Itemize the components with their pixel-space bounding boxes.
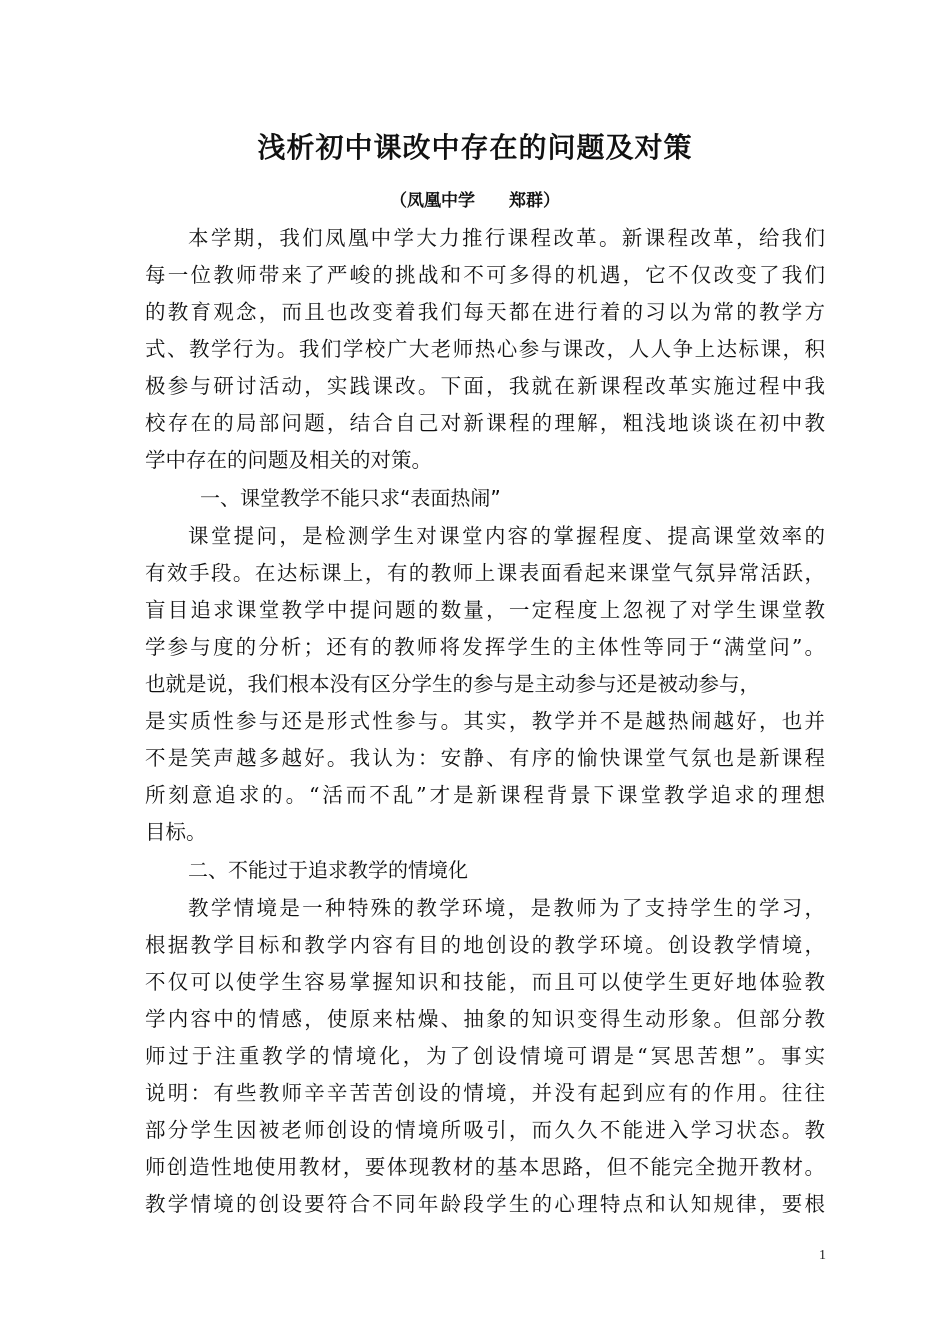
paragraph-line: 学内容中的情感，使原来枯燥、抽象的知识变得生动形象。但部分教 xyxy=(145,1007,825,1031)
paragraph-line: 本学期，我们凤凰中学大力推行课程改革。新课程改革，给我们 xyxy=(188,226,825,250)
paragraph-line: 根据教学目标和教学内容有目的地创设的教学环境。创设教学情境， xyxy=(145,933,825,957)
paragraph-line: 教学情境的创设要符合不同年龄段学生的心理特点和认知规律，要根 xyxy=(145,1192,825,1216)
paragraph-line: 学参与度的分析；还有的教师将发挥学生的主体性等同于“满堂问”。 xyxy=(145,635,825,659)
paragraph-line: 盲目追求课堂教学中提问题的数量，一定程度上忽视了对学生课堂教 xyxy=(145,598,825,622)
section-heading-1: 一、课堂教学不能只求“表面热闹” xyxy=(200,486,501,510)
paragraph-line: 的教育观念，而且也改变着我们每天都在进行着的习以为常的教学方 xyxy=(145,300,825,324)
paragraph-line: 不仅可以使学生容易掌握知识和技能，而且可以使学生更好地体验教 xyxy=(145,970,825,994)
paragraph-line: 师过于注重教学的情境化，为了创设情境可谓是“冥思苦想”。事实 xyxy=(145,1044,825,1068)
paragraph-line: 式、教学行为。我们学校广大老师热心参与课改，人人争上达标课，积 xyxy=(145,337,825,361)
paragraph-line: 所刻意追求的。“活而不乱”才是新课程背景下课堂教学追求的理想 xyxy=(145,783,825,807)
paragraph-line: 也就是说，我们根本没有区分学生的参与是主动参与还是被动参与， xyxy=(145,672,760,696)
paragraph-line: 每一位教师带来了严峻的挑战和不可多得的机遇，它不仅改变了我们 xyxy=(145,263,825,287)
paragraph-line: 是实质性参与还是形式性参与。其实，教学并不是越热闹越好，也并 xyxy=(145,709,825,733)
paragraph-line: 极参与研讨活动，实践课改。下面，我就在新课程改革实施过程中我 xyxy=(145,374,825,398)
paragraph-line: 课堂提问，是检测学生对课堂内容的掌握程度、提高课堂效率的 xyxy=(188,524,825,548)
document-subtitle: （凤凰中学 郑群） xyxy=(390,191,560,211)
paragraph-line: 目标。 xyxy=(145,820,207,844)
paragraph-line: 不是笑声越多越好。我认为：安静、有序的愉快课堂气氛也是新课程 xyxy=(145,746,825,770)
paragraph-line: 部分学生因被老师创设的情境所吸引，而久久不能进入学习状态。教 xyxy=(145,1118,825,1142)
paragraph-line: 说明：有些教师辛辛苦苦创设的情境，并没有起到应有的作用。往往 xyxy=(145,1081,825,1105)
paragraph-line: 教学情境是一种特殊的教学环境，是教师为了支持学生的学习， xyxy=(188,896,825,920)
paragraph-line: 有效手段。在达标课上，有的教师上课表面看起来课堂气氛异常活跃， xyxy=(145,561,825,585)
paragraph-line: 学中存在的问题及相关的对策。 xyxy=(145,448,432,472)
paragraph-line: 师创造性地使用教材，要体现教材的基本思路，但不能完全抛开教材。 xyxy=(145,1155,825,1179)
section-heading-2: 二、不能过于追求教学的情境化 xyxy=(188,858,468,882)
page-number: 1 xyxy=(819,1248,826,1263)
document-title: 浅析初中课改中存在的问题及对策 xyxy=(257,131,693,164)
paragraph-line: 校存在的局部问题，结合自己对新课程的理解，粗浅地谈谈在初中教 xyxy=(145,411,825,435)
